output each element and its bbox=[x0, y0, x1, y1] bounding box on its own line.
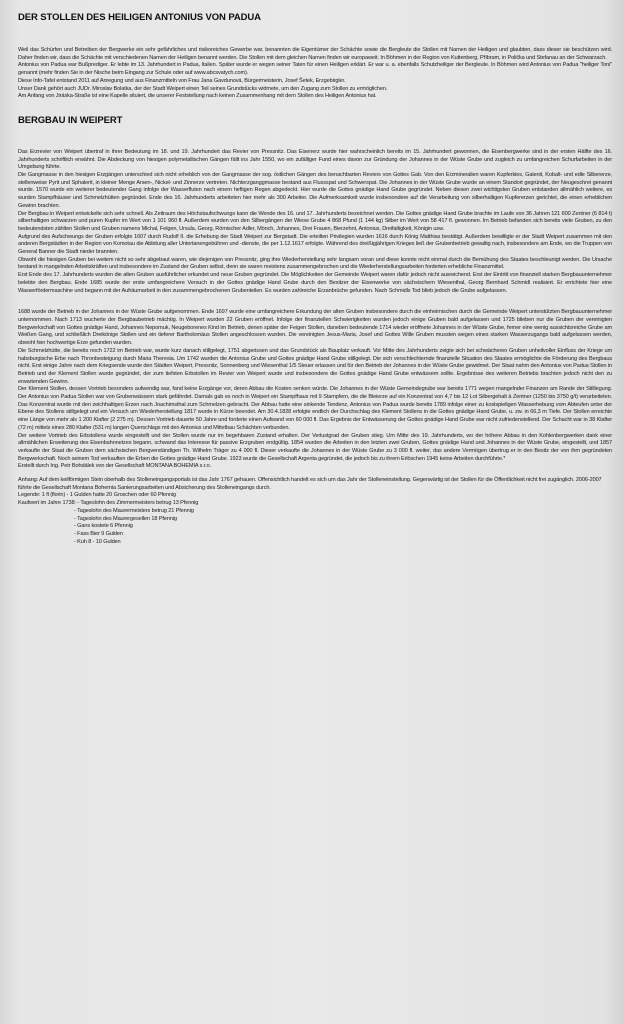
appendix-note bbox=[18, 477, 612, 508]
price-list-heading: Kaufwert im Jahre 1738: - Tageslohn des Zimmermeisters betrug 13 Pfennig bbox=[18, 500, 199, 507]
page-title: DER STOLLEN DES HEILIGEN ANTONIUS VON PADUA bbox=[18, 12, 261, 23]
section-a-paragraph-3: Der Bergbau in Weipert entwickelte sich sehr schnell. Als Zeitraum des Höchstaufschwungs kann die Wende des 16. und 17. Jahrhunderts bezeichnet werden. Die Gottes gnädige Hand Grube brachte im Laufe von 36 Jahren 121 600 Zentner (6 814 t) silberhaltigen schwarzen und puren Kupfer im Wert von 1 101 960 fl. Außerdem wurden von den Silbergängen der Wiese Grube 4 868 Pfund (1 144 kg) Silber im Wert von 58 417 fl. gewonnen. Im Betrieb befanden sich bereits viele Gruben, zu den bedeutendsten zählten Stollen und Gruben namens Michal, Felgen, Ursula, Georg, Römischer Adler, Mönch, Johannes, Drei Frauen, Bierzehnt, Antonius, Dreifaltigkeit, Königin usw. bbox=[18, 210, 612, 232]
section-b-block bbox=[18, 309, 612, 471]
price-item: - Tageslohn des Maurermeisters betrug 21 Pfennig bbox=[74, 507, 194, 514]
price-list bbox=[74, 508, 612, 547]
appendix-text: Anhang: Auf dem keilförmigen Stein oberhalb des Stolleneingangsportals ist das Jahr 1767 gehauen. Offensichtlich handelt es sich um das Jahr der Stolleneinstellung. Gegenwärtig ist der Stollen für die Öffentlichkeit nicht frei zugänglich. 2006-2007 führte die Gesellschaft Montana Bohemia Sanierungsarbeiten und Absicherung des Stolleneingangs durch. bbox=[18, 477, 602, 491]
section-b-paragraph-1: 1688 wurde der Betrieb in der Johannes in der Wüste Grube aufgenommen. Ende 1697 wurde eine umfangreichere Erkundung der alten Gruben insbesondere durch die einheimischen durch die Gemeinde Weipert unterstützten Bergbauunternehmer unternommen. Nach 1713 wucherte der Bergbaubetrieb mächtig. In Weipert wurden 22 Gruben eröffnet. Infolge der finanziellen Schwierigkeiten wurden jedoch einige Gruben bald aufgelassen und 1725 blieben nur die Gruben der vereinigten Bergwerkschaft von Gottes gnädige Hand, Johannes Nepomuk, Neugeborenes Kind im Betrieb, denen später der Feigen Stollen, daneben bedeutende 1714 wieder eröffnete Johannes in der Wüste Grube, ferner eine wenig aussichtsreiche Grube am Weißen Gang, und schließlich Dreikönige Stollen und ein tieferer Bartholomäus Stollen angeschlossen wurden. Die vereinigten Jesus-Maria, Josef und Gottes Wille Gruben mussten wegen eines starken Wasserzugangs bald aufgelassen werden, obwohl hier hochwertige Erze gefunden wurden. bbox=[18, 309, 612, 347]
section-a-paragraph-1: Das Erzrevier von Weipert übertraf in ihrer Bedeutung im 18. und 19. Jahrhundert das Revier von Pressnitz. Das Eisenerz wurde hier wahrscheinlich bereits im 15. Jahrhundert gewonnen, die Eisenbergwerke sind in der ersten Hälfte des 16. Jahrhunderts schriftlich erwähnt. Die Abdeckung von hiesigen polymetallischen Gängen fällt ins Jahr 1550, wo ein zufälliger Fund eines davon zur Gründung der Johannes in der Wüste Grube und zugleich zu umfangreichen Schurfarbeiten in der Umgebung führte. bbox=[18, 148, 612, 171]
section-b-paragraph-4: Der weitere Vortrieb des Erbstollens wurde eingestellt und der Stollen wurde nur im begehbaren Zustand erhalten. Der Verlustgrad der Gruben stieg. Um Mitte des 19. Jahrhunderts, wo der höhere Abbau in den Kohlenbergwerken dank einer allmählichen Erweiterung des Eisenbahnnetzes begann, schwand das Interesse für passive Erzgruben endgültig. 1854 wurden die Arbeiten in den letzten zwei Gruben, Gottes gnädige Hand und Johannes in der Wüste Grube, eingestellt, und 1857 verkaufte der Staat die Gruben dem sächsischen Bergverständigen Th. Wilhelm Träger zu 4 000 fl. Dieser verkaufte die Johannes in der Wüste Grube zu 3 000 fl. weiter, das andere Vermögen übertrug er in den Besitz der von ihm gegründeten Bergwerkschaft. Noch seinem Tod verkauften die Erben die Gottes gnädige Hand Grube. 1923 wurde die Gesellschaft Argenta gegründet, die jedoch bis zu ihrem Erlöschen 1945 keine Arbeiten durchführte.* bbox=[18, 432, 612, 462]
intro-paragraph-5: Am Anfang von Jiráska-Straße ist eine Kapelle situiert, die unserer Feststellung nach keinen Zusammenhang mit dem Stollen des Heiligen Antonius hat. bbox=[18, 93, 377, 100]
section-a-paragraph-2: Die Gangmasse in den hiesigen Erzgängen unterschied sich nicht erheblich von der Gangmasse der sog. östlichen Gängen des benachbarten Reviers von Gottes Gab. Von den Erzmineralien waren Kupferkies, Galenit, Kobalt- und edle Silbererze, stellenweise Pyrit und Sphalerit, in kleiner Menge Arsen-, Nickel- und Zinnerze vertreten. Nichterzganggmasse bestand aus Flussspat und Schwerspat. Die Johannes in der Wüste Grube wurde an einem Standort gegründet, der Neugeschrei genannt wurde. 1570 wurde ein weiterer bedeutender Gang infolge der Wasserfluten nach einem heftigen Regen abgedeckt. Hier wurde die Gottes gnädige Hand Grube gegründet. Neben diesen zwei wichtigsten Gruben entstanden allmählich weitere, es wurden Stampfhäuser und Schmelzhütten gegründet. Ende des 16. Jahrhunderts arbeiteten hier mehr als 300 Arbeiter. Die Aufmerksamkeit wurde insbesondere auf die Verarbeitung von silberhaltigen Kupfererzen gerichtet, die einen erheblichen Gewinn brachten. bbox=[18, 172, 612, 209]
price-item: - Kuh 8 - 10 Gulden bbox=[74, 538, 121, 545]
price-item: - Gans kostete 6 Pfennig bbox=[74, 523, 133, 530]
intro-paragraph-3: Diese Info-Tafel entstand 2011 auf Anregung und aus Finanzmitteln von Frau Jana Gavdunová, Bürgermeisterin, Josef Šetek, Erzgebirgler. bbox=[18, 77, 346, 84]
intro-paragraph-2: Antonius von Padua war Bußprediger. Er lebte im 13. Jahrhundert in Padua, Italien. Später wurde er wegen seiner Taten für einen Heiligen erklärt. Er war u. a. ebenfalls Schutzheiliger der Bergleute. In Böhmen wird Antonius von Padua "heiliger Toni" genannt (mehr finden Sie in der Nische beim Eingang zur Schule oder auf www.abcsvatych.com). bbox=[18, 62, 612, 77]
section-a-paragraph-5: Obwohl die hiesigen Gruben bei weitem nicht so sehr abgebaut waren, wie diejenigen von Pressnitz, ging ihre Wiederherstellung sehr langsam voran und diese konnte nicht einmal durch die Bemühung des Staates beschleunigt werden. Die Ursache bestand in mangelnden Arbeitskräften und insbesondere im Zustand der Gruben selbst, denn sie waren meistens zusammengebrochen und die Wiederherstellungsarbeiten forderten erhebliche Finanzmittel. bbox=[18, 256, 612, 271]
intro-block bbox=[18, 47, 612, 101]
intro-paragraph-1: Weil das Schürfen und Betreiben der Bergwerke ein sehr gefährliches und risikoreiches Gewerbe war, benannten die Eigentümer der Schächte sowie die Bergleute die Stollen mit Namen der Heiligen und glaubten, dass dieser sie beschützen wird. Daher finden wir, dass die Schächte mit verschiedenen Namen der Heiligen benannt werden. Die Stollen mit dem gleichen Namen finden wir europaweit. In Böhmen in der Region von Kuttenberg, Příbram, in Polička und Stefanau an der Schwarzach. bbox=[18, 47, 612, 61]
section-b-paragraph-3: Der Klement Stollen, dessen Vortrieb besonders aufwendig war, fand keine Erzgänge vor, deren Abbau die Kosten senken würde. Die Johannes in der Wüste Gemeindegrube war bereits 1771 wegen mangelnder Finanzen am Rande der Stilllegung. Der Antonius von Padua Stollen war von Grubenwässern stark gefährdet. Damals gab es noch in Weipert ein Stampfhaus mit 9 Stampfern, die die Bleierze auf ein Konzentrat von 4,7 bis 12 Lot Silbergehalt à Zentner (1250 bis 3750 g/t) verarbeiteten. Das Konzentrat wurde mit den zeichhaltigen Erzen nach Joachimsthal zum Schmelzen gebracht. Der Abbau hatte eine sinkende Tendenz, Antonius von Padua wurde bereits 1789 infolge einer zu kostspieligen Wasserhebung vom Abteufen unter der Ebene des Stollens stillgelegt und ein Versuch um Wiederherstellung 1817 wurde in Kürze beendet. Am 30.4.1828 erfolgte endlich der Durchschlag des Klement Stollens in die Gottes gnädige Hand Grube, u. zw. in 66,3 m Tiefe. Der Stollen erreichte eine Länge von mehr als 1 200 Klafter (2 275 m). Dessen Vortrieb dauerte 50 Jahre und forderte einen Aufwand von 60 000 fl. Das Ergebnis der Entwässerung der Gottes gnädige Hand Grube war nicht zufriedenstellend. Der Schacht war in 38 Klafter (72 m) mittels eines 280 Klafter (531 m) langen Querschlags mit den Antonius und Mittelbau Schächten verbunden. bbox=[18, 386, 612, 431]
author-credit: Erstellt durch Ing. Petr Bohdálek von der Gesellschaft MONTANA BOHEMIA s.r.o. bbox=[18, 463, 212, 470]
section-a-block bbox=[18, 149, 612, 295]
intro-paragraph-4: Unser Dank gehört auch JUDr. Miroslav Bolatka, der der Stadt Weipert einen Teil seines Grundstücks widmete, um den Zugang zum Stollen zu ermöglichen. bbox=[18, 85, 388, 92]
section-a-paragraph-6: Erst Ende des 17. Jahrhunderts wurden die alten Gruben ausführlicher erkundet und neue Gruben gegründet. Die Möglichkeiten der Gemeinde Weipert waren dafür jedoch nicht ausreichend. Erst der Eintritt von finanziell starken Bergbauunternehmer belebte den Bergbau. Ende 1685 wurde der erste umfangreichere Versuch in der Gottes gnädige Hand Grube durch den Besitzer der Eisenwerke von sächsischem Wiesenthal, Georg Bernhard Schmidl realisiert. Er errichtete hier eine Wasserfördermaschine und begann mit der Aufräumarbeit in den zusammengebrochenen Grubenteilen. Es wurden zahlreiche Erzanbrüche gefunden. Nach Schmidls Tod blieb jedoch die Grube aufgelassen. bbox=[18, 272, 612, 294]
block-spacer bbox=[18, 295, 612, 309]
currency-legend: Legende: 1 fl (florin) - 1 Gulden hatte 20 Groschen oder 60 Pfennig bbox=[18, 492, 177, 499]
section-title: BERGBAU IN WEIPERT bbox=[18, 114, 123, 126]
section-b-paragraph-2: Die Schmelzhütte, die bereits noch 1722 im Betrieb war, wurde kurz danach stillgelegt, 1751 abgerissen und das Grundstück als Bauplatz verkauft. Vor Mitte des Jahrhunderts zeigte sich bei schwächeren Gruben unheilvoller Einfluss der Kriege um habsburgische Erbe nach Thronbesteigung durch Maria Theresia. Um 1742 wurden die Antonius Grube und Gottes gnädige Hand Grube stillgelegt. Die sich verschlechternde finanzielle Situation des Staates ermöglichte die Förderung des Bergbaus nicht. Erst einige Jahre nach dem Kriegsende wurde den Städten Weipert, Pressnitz, Sonnenberg und Wiesenthal 1/5 Steuer erlassen und für den Betrieb der Johannes in der Wüste Grube gewidmet. Der Staat nahm den Antonius von Padua Stollen in Betrieb und der Klement Stollen wurde gegründet, der zum tiefsten Erbstollen im Revier von Weipert wurde und insbesondere die Gottes gnädige Hand Grube entwässern sollte. Ergebnisse des weiteren Betriebs brachten jedoch nicht den zu erwartenden Gewinn. bbox=[18, 347, 612, 385]
price-item: - Tageslohn des Maurergesellen 18 Pfennig bbox=[74, 515, 177, 522]
price-item: - Fass Bier 9 Gulden bbox=[74, 530, 123, 537]
section-a-paragraph-4: Aufgrund des Aufschwungs der Gruben erfolgte 1607 durch Rudolf II. die Erhebung der Stadt Weipert zur Bergstadt. Die erteilten Privilegien wurden 1616 durch König Matthias bestätigt. Außerdem bewilligte er der Stadt Weipert zusammen mit den anderen Bergstädten in der Region von Komotau die Abbitung aller Untertanengebühren und -dienste, die per 1.12.1617 erfolgte. Während des dreißigjährigen Krieges ließ der Grubenbetrieb gewaltig nach, insbesondere am Ende, wo die Truppen von General Banner die Stadt nieder brannten. bbox=[18, 233, 612, 256]
